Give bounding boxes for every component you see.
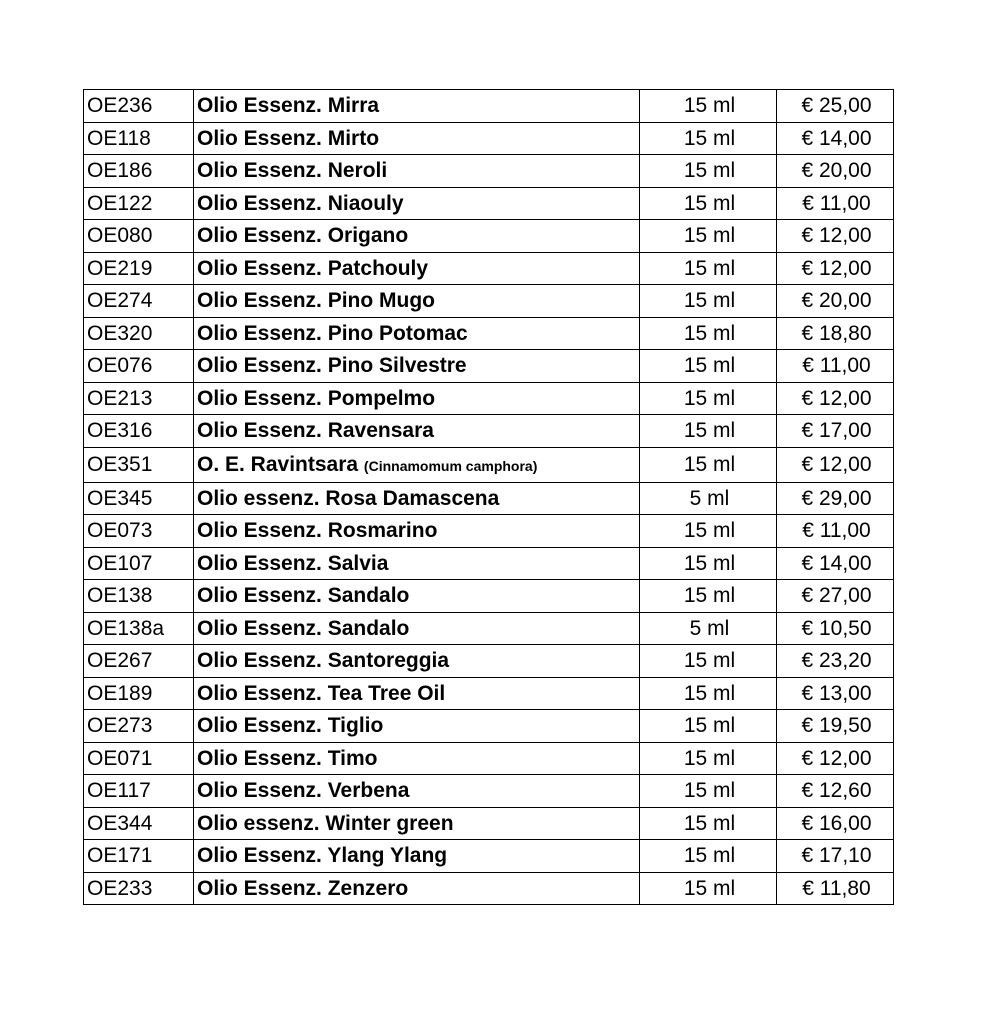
- table-row: [84, 122, 894, 155]
- product-name: Olio Essenz. Pino Mugo: [197, 289, 436, 313]
- product-name-cell: [194, 612, 640, 645]
- product-price: € 12,00: [777, 382, 894, 415]
- product-size: 15 ml: [640, 285, 777, 318]
- product-code: OE138a: [84, 612, 194, 645]
- product-price: € 29,00: [777, 482, 894, 515]
- product-code: OE320: [84, 317, 194, 350]
- price-list-body: [84, 90, 894, 905]
- product-price: € 12,00: [777, 252, 894, 285]
- product-name: Olio Essenz. Sandalo: [197, 616, 410, 640]
- product-name-cell: [194, 317, 640, 350]
- product-name: Olio Essenz. Ravensara: [197, 419, 434, 443]
- product-price: € 11,00: [777, 350, 894, 383]
- table-row: [84, 317, 894, 350]
- product-code: OE071: [84, 742, 194, 775]
- table-row: [84, 350, 894, 383]
- product-name-cell: [194, 187, 640, 220]
- product-name-cell: [194, 840, 640, 873]
- product-name: Olio essenz. Winter green: [197, 811, 454, 835]
- product-price: € 11,00: [777, 187, 894, 220]
- product-size: 15 ml: [640, 742, 777, 775]
- table-row: [84, 840, 894, 873]
- product-size: 15 ml: [640, 187, 777, 220]
- product-name: Olio Essenz. Mirra: [197, 94, 380, 118]
- product-name: Olio Essenz. Verbena: [197, 779, 410, 803]
- product-price: € 12,60: [777, 775, 894, 808]
- product-name: Olio Essenz. Timo: [197, 746, 378, 770]
- table-row: [84, 612, 894, 645]
- product-name: Olio Essenz. Pino Potomac: [197, 321, 468, 345]
- product-size: 15 ml: [640, 645, 777, 678]
- product-name: Olio Essenz. Mirto: [197, 126, 380, 150]
- table-row: [84, 515, 894, 548]
- product-price: € 10,50: [777, 612, 894, 645]
- product-code: OE171: [84, 840, 194, 873]
- product-code: OE080: [84, 220, 194, 253]
- product-price: € 17,00: [777, 415, 894, 448]
- product-code: OE233: [84, 872, 194, 905]
- product-name-cell: [194, 447, 640, 482]
- product-size: 15 ml: [640, 580, 777, 613]
- product-name: Olio Essenz. Niaouly: [197, 191, 404, 215]
- product-name-cell: [194, 872, 640, 905]
- product-price: € 12,00: [777, 447, 894, 482]
- table-row: [84, 482, 894, 515]
- product-name: Olio Essenz. Ylang Ylang: [197, 844, 448, 868]
- product-name: Olio Essenz. Neroli: [197, 159, 388, 183]
- product-code: OE107: [84, 547, 194, 580]
- table-row: [84, 447, 894, 482]
- product-name: Olio Essenz. Rosmarino: [197, 519, 438, 543]
- product-code: OE073: [84, 515, 194, 548]
- product-code: OE076: [84, 350, 194, 383]
- product-name: Olio Essenz. Pino Silvestre: [197, 354, 467, 378]
- table-row: [84, 220, 894, 253]
- product-name: Olio Essenz. Origano: [197, 224, 409, 248]
- product-size: 15 ml: [640, 90, 777, 123]
- product-name-cell: [194, 350, 640, 383]
- product-price: € 16,00: [777, 807, 894, 840]
- table-row: [84, 252, 894, 285]
- product-name-cell: [194, 90, 640, 123]
- table-row: [84, 547, 894, 580]
- table-row: [84, 710, 894, 743]
- product-code: OE345: [84, 482, 194, 515]
- product-name: O. E. Ravintsara: [197, 453, 359, 476]
- product-name-cell: [194, 415, 640, 448]
- product-name-cell: [194, 285, 640, 318]
- table-row: [84, 677, 894, 710]
- product-size: 15 ml: [640, 122, 777, 155]
- product-name-cell: [194, 155, 640, 188]
- product-size: 15 ml: [640, 677, 777, 710]
- product-name: Olio Essenz. Zenzero: [197, 876, 409, 900]
- product-price: € 11,80: [777, 872, 894, 905]
- product-size: 15 ml: [640, 710, 777, 743]
- product-size: 15 ml: [640, 515, 777, 548]
- product-code: OE189: [84, 677, 194, 710]
- product-price: € 12,00: [777, 220, 894, 253]
- product-code: OE213: [84, 382, 194, 415]
- product-name-cell: [194, 482, 640, 515]
- product-size: 15 ml: [640, 547, 777, 580]
- table-row: [84, 775, 894, 808]
- product-name-cell: [194, 645, 640, 678]
- product-size: 15 ml: [640, 382, 777, 415]
- product-size: 15 ml: [640, 840, 777, 873]
- table-row: [84, 872, 894, 905]
- product-size: 5 ml: [640, 612, 777, 645]
- product-name-cell: [194, 677, 640, 710]
- product-name: Olio essenz. Rosa Damascena: [197, 486, 500, 510]
- product-size: 15 ml: [640, 872, 777, 905]
- product-size: 5 ml: [640, 482, 777, 515]
- product-code: OE118: [84, 122, 194, 155]
- product-code: OE274: [84, 285, 194, 318]
- product-code: OE122: [84, 187, 194, 220]
- product-name-cell: [194, 515, 640, 548]
- product-name: Olio Essenz. Pompelmo: [197, 386, 436, 410]
- product-code: OE344: [84, 807, 194, 840]
- product-name-cell: [194, 252, 640, 285]
- product-name-cell: [194, 742, 640, 775]
- product-price: € 20,00: [777, 155, 894, 188]
- product-size: 15 ml: [640, 447, 777, 482]
- product-name-cell: [194, 710, 640, 743]
- product-price: € 17,10: [777, 840, 894, 873]
- product-price: € 11,00: [777, 515, 894, 548]
- product-name: Olio Essenz. Tiglio: [197, 714, 384, 738]
- product-code: OE316: [84, 415, 194, 448]
- product-code: OE186: [84, 155, 194, 188]
- table-row: [84, 90, 894, 123]
- product-name-cell: [194, 547, 640, 580]
- product-botanical-name: (Cinnamomum camphora): [363, 458, 538, 474]
- product-name-cell: [194, 122, 640, 155]
- table-row: [84, 580, 894, 613]
- product-size: 15 ml: [640, 317, 777, 350]
- table-row: [84, 285, 894, 318]
- product-name: Olio Essenz. Tea Tree Oil: [197, 681, 446, 705]
- product-price: € 27,00: [777, 580, 894, 613]
- product-price: € 25,00: [777, 90, 894, 123]
- product-price: € 13,00: [777, 677, 894, 710]
- product-name: Olio Essenz. Sandalo: [197, 584, 410, 608]
- product-price: € 20,00: [777, 285, 894, 318]
- product-price: € 19,50: [777, 710, 894, 743]
- product-code: OE117: [84, 775, 194, 808]
- table-row: [84, 807, 894, 840]
- product-name-cell: [194, 775, 640, 808]
- table-row: [84, 645, 894, 678]
- product-code: OE219: [84, 252, 194, 285]
- product-price: € 12,00: [777, 742, 894, 775]
- product-size: 15 ml: [640, 415, 777, 448]
- table-row: [84, 382, 894, 415]
- product-size: 15 ml: [640, 155, 777, 188]
- product-name: Olio Essenz. Salvia: [197, 551, 389, 575]
- product-size: 15 ml: [640, 350, 777, 383]
- product-size: 15 ml: [640, 807, 777, 840]
- table-row: [84, 742, 894, 775]
- product-price: € 23,20: [777, 645, 894, 678]
- price-list-table: [83, 89, 894, 905]
- table-row: [84, 155, 894, 188]
- table-row: [84, 415, 894, 448]
- product-code: OE273: [84, 710, 194, 743]
- table-row: [84, 187, 894, 220]
- product-size: 15 ml: [640, 775, 777, 808]
- product-code: OE236: [84, 90, 194, 123]
- product-name: Olio Essenz. Patchouly: [197, 256, 429, 280]
- product-price: € 14,00: [777, 122, 894, 155]
- product-size: 15 ml: [640, 220, 777, 253]
- product-name-cell: [194, 220, 640, 253]
- product-name-cell: [194, 807, 640, 840]
- product-price: € 18,80: [777, 317, 894, 350]
- product-name-cell: [194, 580, 640, 613]
- product-code: OE351: [84, 447, 194, 482]
- product-code: OE138: [84, 580, 194, 613]
- product-size: 15 ml: [640, 252, 777, 285]
- product-name: Olio Essenz. Santoreggia: [197, 649, 450, 673]
- product-code: OE267: [84, 645, 194, 678]
- product-name-cell: [194, 382, 640, 415]
- product-price: € 14,00: [777, 547, 894, 580]
